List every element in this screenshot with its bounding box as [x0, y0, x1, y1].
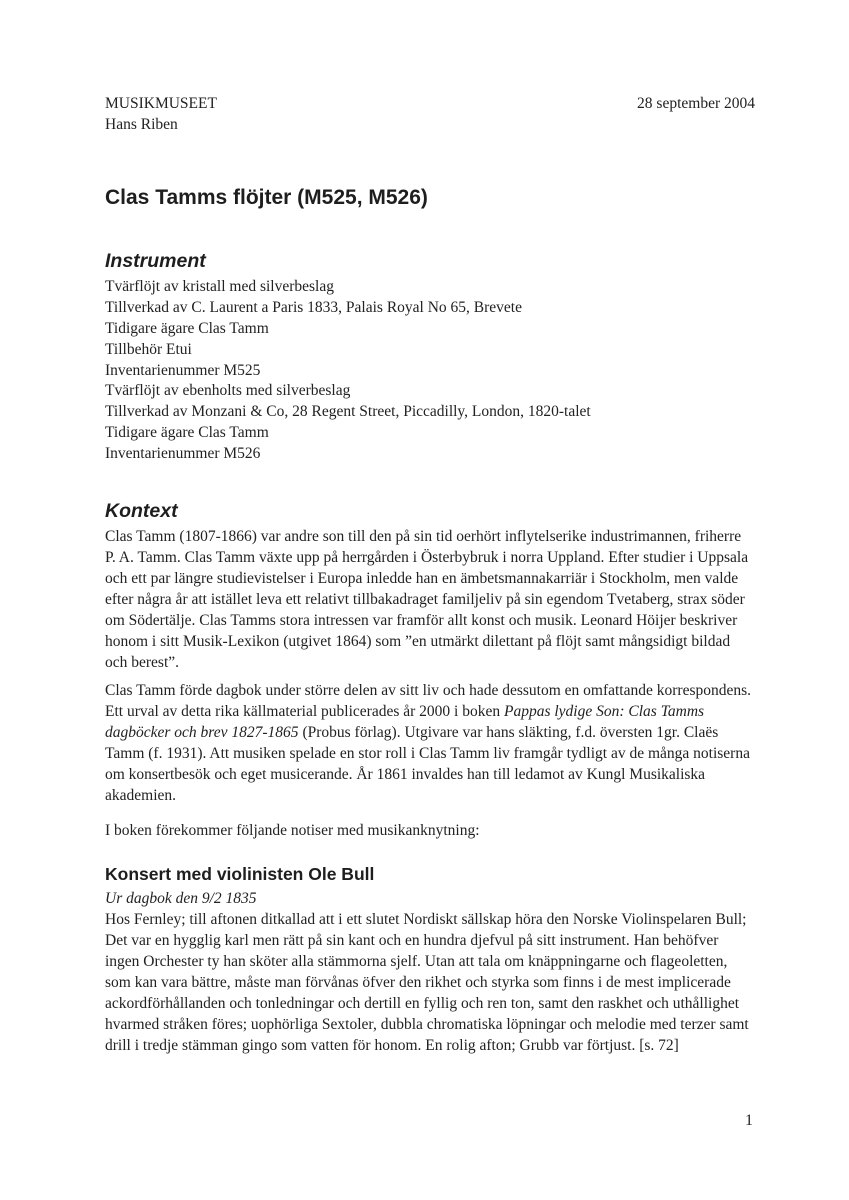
- intro-line: I boken förekommer följande notiser med musikanknytning:: [105, 822, 480, 839]
- document-title: Clas Tamms flöjter (M525, M526): [105, 186, 428, 209]
- diary-excerpt: Hos Fernley; till aftonen ditkallad att i ett slutet Nordiskt sällskap höra den Norske Violinspelaren Bull; Det var en hygglig karl men rätt på sin kant och en hundra djefvul på sitt instrument. Han behöfver ingen Orchester ty han sköter alla stämmorna sjelf. Utan att tala om knäppningarne och flageoletten, som kan vara bättre, måste man förvånas öfver den rikhet och styrka som finns i de mest implicerade ackordförhållanden och tonledningar och dertill en fyllig och ren ton, samt den raskhet och uthållighet hvarmed stråken föres; uophörliga Sextoler, dubbla chromatiska löpningar och melodie med terzer samt drill i tredje stämman gingo som vatten för honom. En rolig afton; Grubb var förtjust. [s. 72]: [105, 911, 749, 1054]
- instrument-line: Tillverkad av C. Laurent a Paris 1833, Palais Royal No 65, Brevete: [105, 299, 522, 316]
- instrument-line: Tidigare ägare Clas Tamm: [105, 424, 269, 441]
- instrument-line: Inventarienummer M526: [105, 445, 261, 462]
- instrument-group-m525: [105, 276, 755, 381]
- instrument-line: Tvärflöjt av ebenholts med silverbeslag: [105, 382, 351, 399]
- book-title: Pappas lydige Son: Clas Tamms dagböcker och brev 1827-1865: [105, 703, 705, 741]
- instrument-line: Tillbehör Etui: [105, 341, 192, 358]
- document-date: 28 september 2004: [637, 95, 755, 112]
- concert-heading: Konsert med violinisten Ole Bull: [105, 864, 375, 884]
- context-paragraph-1: Clas Tamm (1807-1866) var andre son till den på sin tid oerhört inflytelserike industrimannen, friherre P. A. Tamm. Clas Tamm växte upp på herrgården i Österbybruk i norra Uppland. Efter studier i Uppsala och ett par längre studievistelser i Europa inledde han en ämbetsmannakarriär i Stockholm, men valde efter några år att istället leva ett relativt tillbakadraget familjeliv på sin egendom Tvetaberg, strax söder om Södertälje. Clas Tamms stora intressen var framför allt konst och musik. Leonard Höijer beskriver honom i sitt Musik-Lexikon (utgivet 1864) som ”en utmärkt dilettant på flöjt samt mångsidigt bildad och berest”.: [105, 528, 749, 671]
- author-name: Hans Riben: [105, 116, 178, 133]
- instrument-line: Tidigare ägare Clas Tamm: [105, 320, 269, 337]
- context-heading: Kontext: [105, 500, 178, 522]
- instrument-heading: Instrument: [105, 250, 206, 272]
- instrument-line: Tvärflöjt av kristall med silverbeslag: [105, 278, 334, 295]
- instrument-line: Tillverkad av Monzani & Co, 28 Regent Street, Piccadilly, London, 1820-talet: [105, 403, 591, 420]
- page-number: 1: [745, 1112, 753, 1129]
- instrument-line: Inventarienummer M525: [105, 362, 261, 379]
- context-body: [105, 526, 755, 806]
- diary-source: Ur dagbok den 9/2 1835: [105, 890, 257, 907]
- instrument-group-m526: [105, 380, 755, 464]
- context-paragraph-2: Clas Tamm förde dagbok under större delen av sitt liv och hade dessutom en omfattande korrespondens. Ett urval av detta rika källmaterial publicerades år 2000 i boken Pappas lydige Son: Clas Tamms dagböcker och brev 1827-1865 (Probus förlag). Utgivare var hans släkting, f.d. översten 1gr. Claës Tamm (f. 1931). Att musiken spelade en stor roll i Clas Tamm liv framgår tydligt av de många notiserna om konsertbesök och eget musicerande. År 1861 invaldes han till ledamot av Kungl Musikaliska akademien.: [105, 682, 752, 804]
- concert-body: [105, 888, 755, 1056]
- institution-name: MUSIKMUSEET: [105, 95, 217, 112]
- header-left: [105, 93, 217, 135]
